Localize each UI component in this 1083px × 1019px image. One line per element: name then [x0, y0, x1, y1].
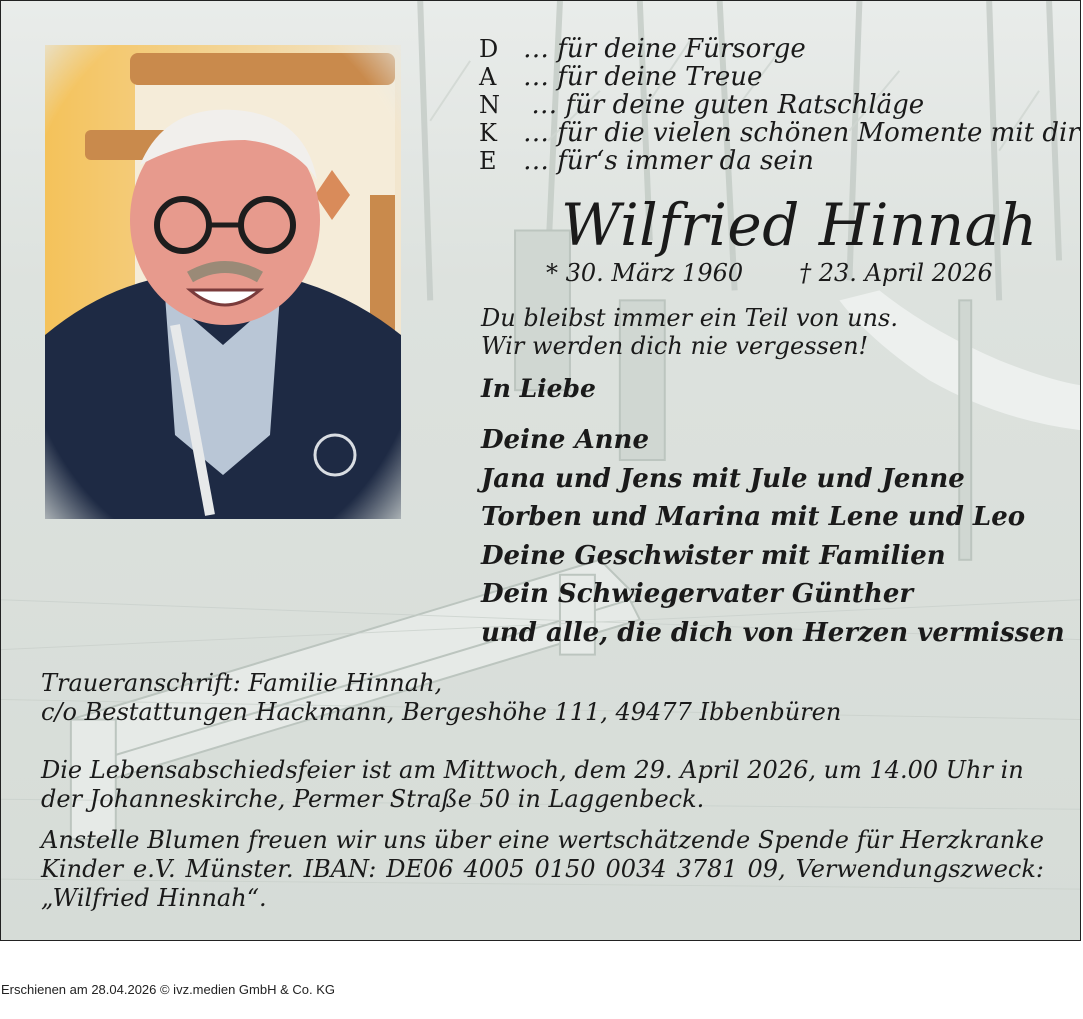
donation-info: Anstelle Blumen freuen wir uns über eine wertschätzende Spende für Herzkranke Kinder e.V. Münster. IBAN: DE06 4005 0150 0034 3781 09, Verwendungszweck: „Wilfried Hinnah“.: [41, 826, 1044, 912]
address-line: c/o Bestattungen Hackmann, Bergeshöhe 111, 49477 Ibbenbüren: [41, 698, 842, 726]
mourner-line: Deine Anne: [481, 425, 649, 455]
ceremony-info: Die Lebensabschiedsfeier ist am Mittwoch, dem 29. April 2026, um 14.00 Uhr in der Johanneskirche, Permer Straße 50 in Laggenbeck.: [41, 756, 1024, 813]
life-dates: [546, 259, 993, 287]
danke-text: … für deine Fürsorge: [523, 34, 806, 64]
death-date: † 23. April 2026: [799, 259, 993, 287]
danke-letter: A: [479, 63, 497, 91]
publication-footer: Erschienen am 28.04.2026 © ivz.medien GmbH & Co. KG: [1, 982, 336, 997]
danke-letter: K: [479, 119, 497, 147]
mourning-address: [41, 669, 841, 727]
mourners-list: [481, 421, 1065, 652]
danke-line: [479, 63, 1080, 91]
danke-acrostic: [479, 35, 1080, 175]
danke-line: [479, 147, 1080, 175]
danke-letter: D: [479, 35, 499, 63]
condolence-text: [481, 304, 898, 360]
birth-date: * 30. März 1960: [546, 259, 744, 287]
danke-line: [479, 35, 1080, 63]
mourner-line: Jana und Jens mit Jule und Jenne: [481, 463, 965, 494]
danke-text: … für die vielen schönen Momente mit dir: [523, 118, 1080, 148]
mourner-line: Deine Geschwister mit Familien: [481, 540, 946, 571]
condolence-line: Du bleibst immer ein Teil von uns.: [481, 304, 898, 332]
danke-line: [479, 91, 1080, 119]
deceased-name: Wilfried Hinnah: [561, 191, 1038, 259]
condolence-line: Wir werden dich nie vergessen!: [481, 332, 869, 360]
in-love-heading: In Liebe: [481, 374, 596, 403]
portrait-photo: [45, 45, 401, 519]
mourner-line: Dein Schwiegervater Günther: [481, 579, 914, 609]
danke-line: [479, 119, 1080, 147]
mourner-line: und alle, die dich von Herzen vermissen: [481, 617, 1065, 648]
danke-text: … für deine Treue: [523, 62, 763, 92]
address-line: Traueranschrift: Familie Hinnah,: [41, 669, 443, 697]
danke-letter: N: [479, 91, 500, 119]
danke-letter: E: [479, 147, 497, 175]
danke-text: … für deine guten Ratschläge: [523, 90, 925, 120]
mourner-line: Torben und Marina mit Lene und Leo: [481, 502, 1026, 532]
danke-text: … für‘s immer da sein: [523, 146, 814, 176]
